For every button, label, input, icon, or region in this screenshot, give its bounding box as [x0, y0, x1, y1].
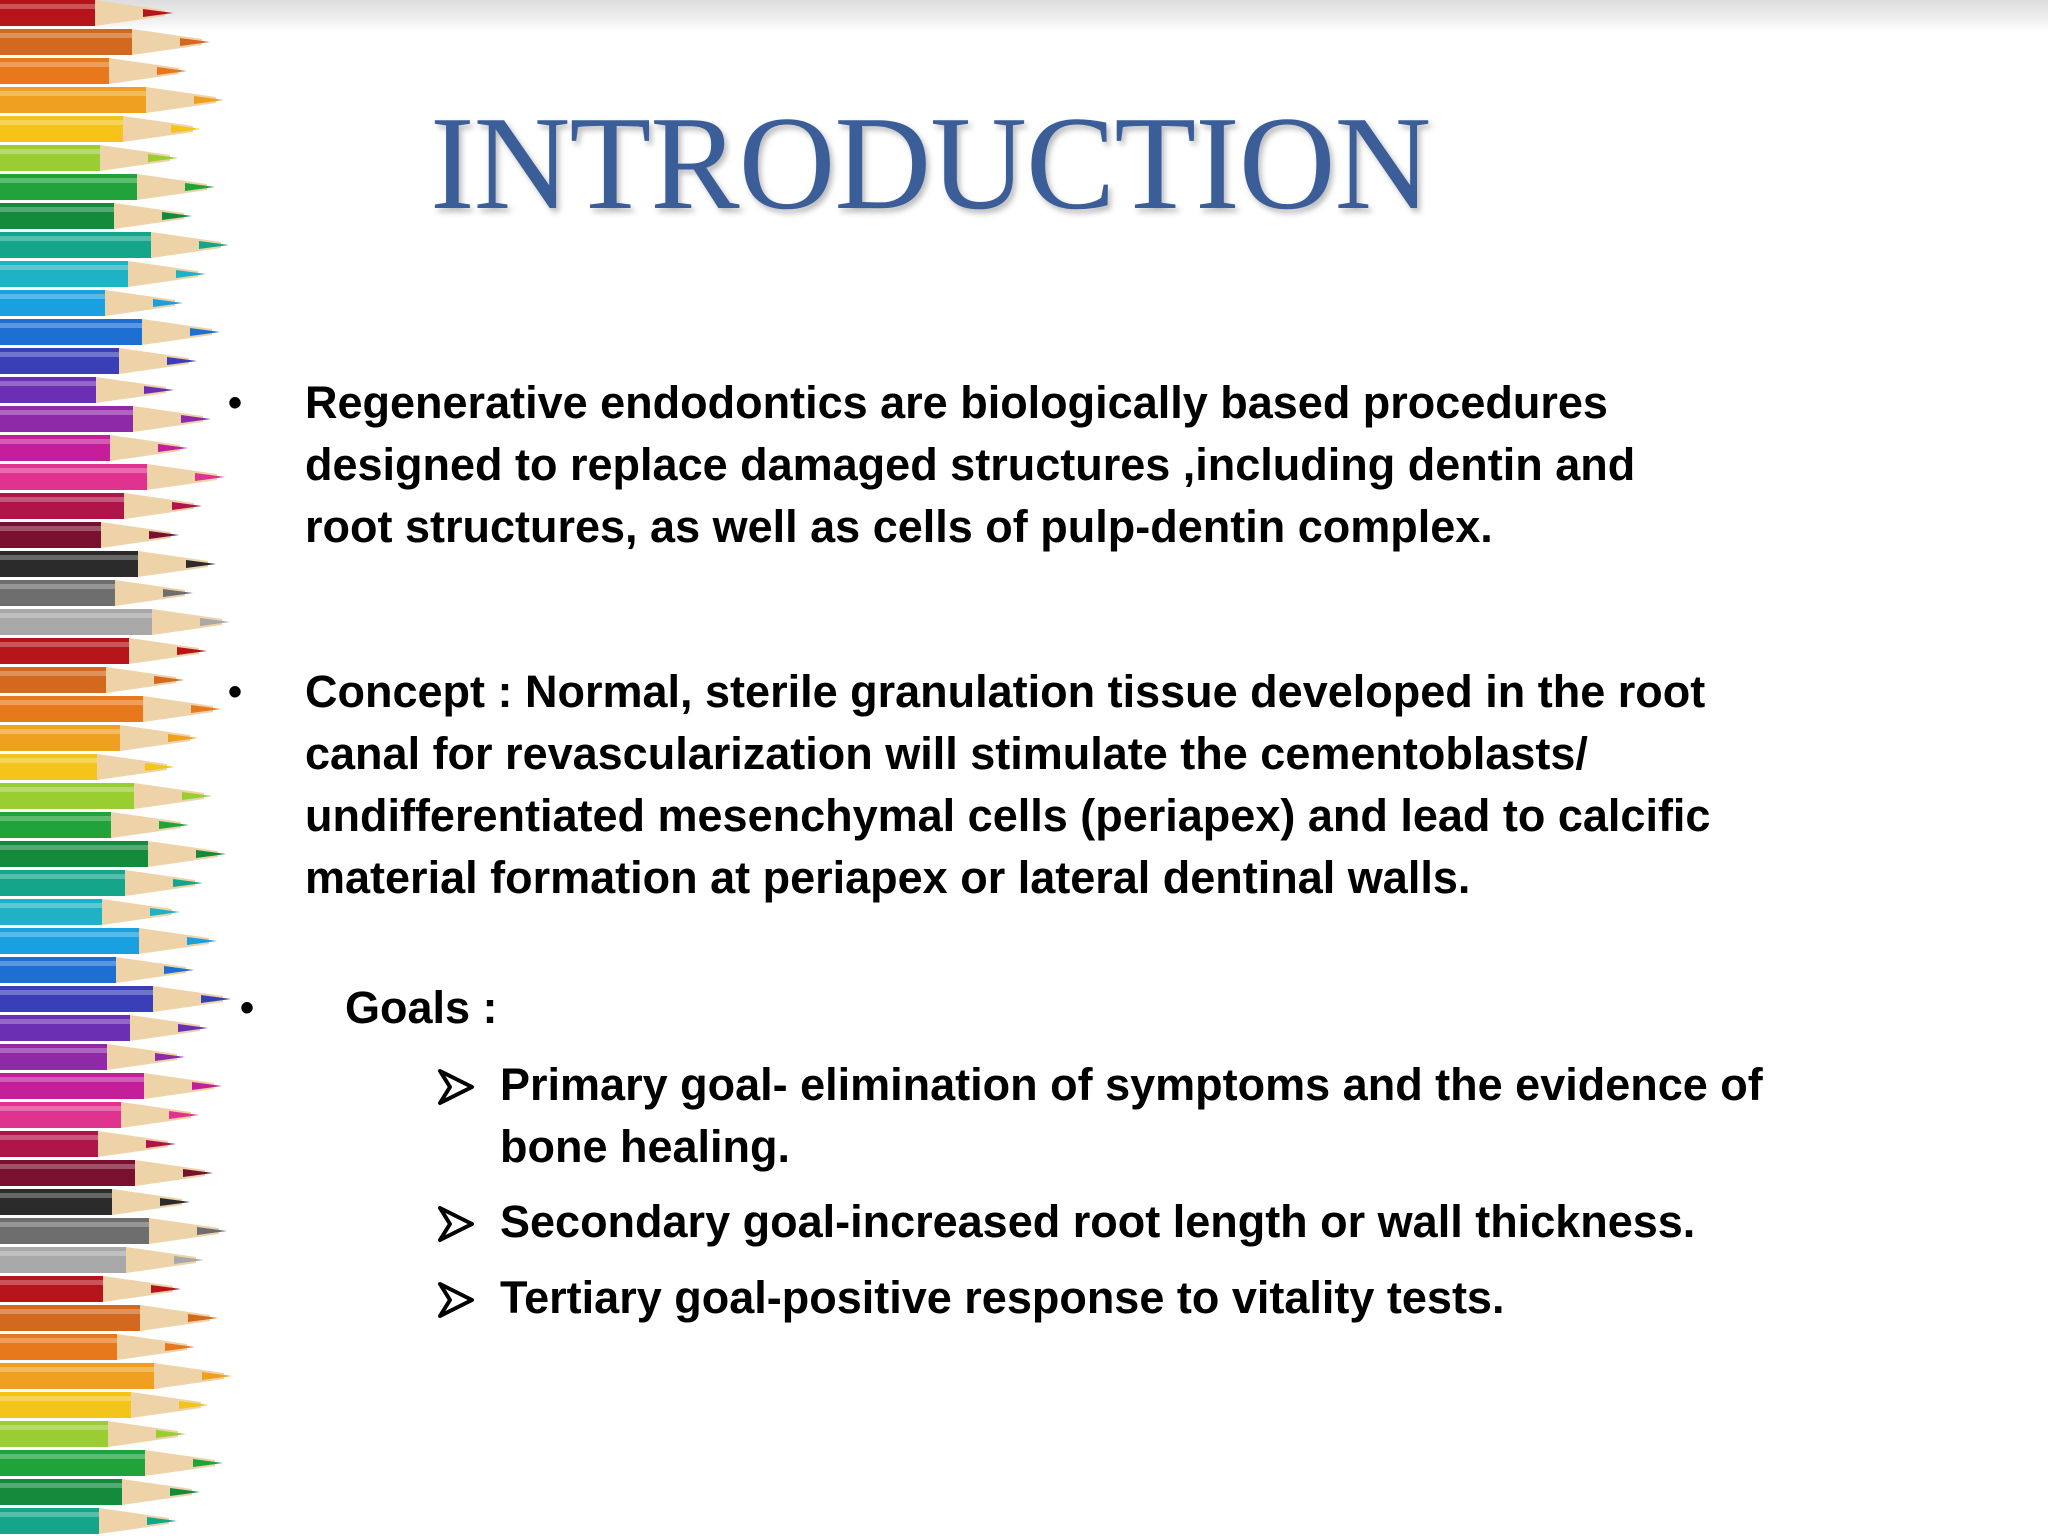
arrowhead-icon: [436, 1204, 476, 1244]
arrowhead-icon: [436, 1280, 476, 1320]
bullet-goals-heading: Goals :: [345, 982, 498, 1033]
goal-secondary: Secondary goal-increased root length or wall thickness.: [500, 1196, 1696, 1247]
bullet-concept: Concept : Normal, sterile granulation tissue developed in the root canal for revascularization will stimulate the cementoblasts/ undifferentiated mesenchymal cells (periapex) and lead to calcific material formation at periapex or lateral dentinal walls.: [305, 666, 1711, 903]
goal-tertiary: Tertiary goal-positive response to vitality tests.: [500, 1272, 1505, 1323]
bullet-marker: •: [240, 986, 255, 1030]
slide-title: INTRODUCTION: [430, 89, 1431, 237]
bullet-marker: •: [228, 381, 243, 425]
bullet-marker: •: [228, 670, 243, 714]
bullet-regenerative-endodontics: Regenerative endodontics are biologically based procedures designed to replace damaged structures ,including dentin and root structures, as well as cells of pulp-dentin complex.: [305, 377, 1636, 552]
arrowhead-icon: [436, 1067, 476, 1107]
goal-primary: Primary goal- elimination of symptoms and the evidence of bone healing.: [500, 1059, 1763, 1172]
